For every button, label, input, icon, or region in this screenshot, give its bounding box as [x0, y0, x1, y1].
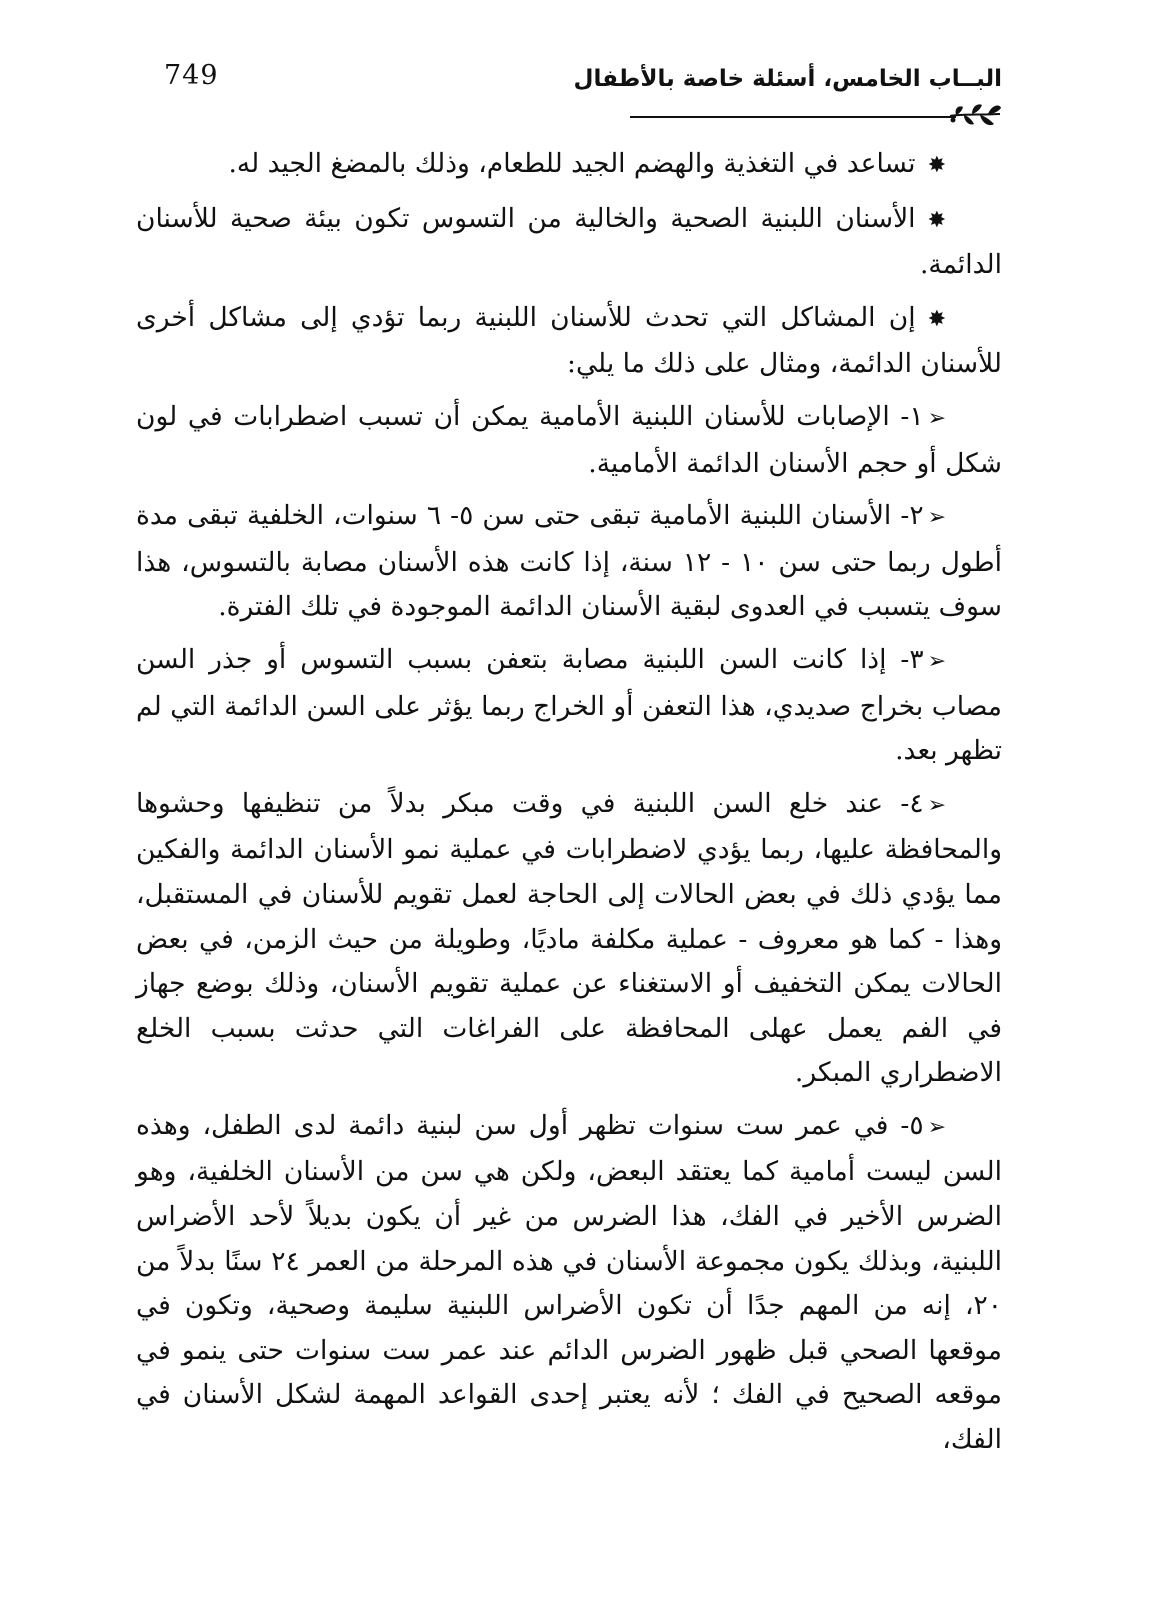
- numbered-item: ➢٤- عند خلع السن اللبنية في وقت مبكر بدلاً من تنظيفها وحشوها والمحافظة عليها، ربما يؤدي لاضطرابات في عملية نمو الأسنان الدائمة والفكين مما يؤدي ذلك في بعض الحالات إلى الحاجة لعمل تقويم للأسنان في المستقبل، وهذا - كما هو معروف - عملية مكلفة ماديًا، وطويلة من حيث الزمن، في بعض الحالات يمكن التخفيف أو الاستغناء عن عملية تقويم الأسنان، وذلك بوضع جهاز في الفم يعمل عهلى المحافظة على الفراغات التي حدثت بسبب الخلع الاضطراري المبكر.: [136, 782, 1002, 1096]
- star-bullet-icon: ✸: [927, 207, 946, 233]
- numbered-item: ➢١- الإصابات للأسنان اللبنية الأمامية يمكن أن تسبب اضطرابات في لون شكل أو حجم الأسنان الدائمة الأمامية.: [136, 395, 1002, 486]
- star-bullet-icon: ✸: [927, 306, 946, 332]
- leaf-branch-icon: [948, 102, 1002, 128]
- paragraph: ✸إن المشاكل التي تحدث للأسنان اللبنية ربما تؤدي إلى مشاكل أخرى للأسنان الدائمة، ومثال على ذلك ما يلي:: [136, 296, 1002, 387]
- body-text: [136, 142, 1002, 1471]
- running-head: البــاب الخامس، أسئلة خاصة بالأطفال: [573, 66, 1002, 92]
- arrow-bullet-icon: ➢: [927, 792, 946, 818]
- numbered-item: ➢٢- الأسنان اللبنية الأمامية تبقى حتى سن ٥- ٦ سنوات، الخلفية تبقى مدة أطول ربما حتى سن ١٠ - ١٢ سنة، إذا كانت هذه الأسنان مصابة بالتسوس، هذا سوف يتسبب في العدوى لبقية الأسنان الدائمة الموجودة في تلك الفترة.: [136, 494, 1002, 630]
- arrow-bullet-icon: ➢: [927, 505, 946, 531]
- star-bullet-icon: ✸: [927, 153, 946, 178]
- paragraph: ✸الأسنان اللبنية الصحية والخالية من التسوس تكون بيئة صحية للأسنان الدائمة.: [136, 197, 1002, 288]
- page-number: 749: [164, 60, 219, 91]
- paragraph: ✸تساعد في التغذية والهضم الجيد للطعام، وذلك بالمضغ الجيد له.: [136, 142, 1002, 189]
- header-rule: [630, 116, 956, 118]
- arrow-bullet-icon: ➢: [927, 648, 946, 674]
- page-header: [150, 58, 1002, 122]
- numbered-item: ➢٣- إذا كانت السن اللبنية مصابة بتعفن بسبب التسوس أو جذر السن مصاب بخراج صديدي، هذا التعفن أو الخراج ربما يؤثر على السن الدائمة التي لم تظهر بعد.: [136, 638, 1002, 774]
- arrow-bullet-icon: ➢: [927, 1114, 946, 1140]
- arrow-bullet-icon: ➢: [927, 405, 946, 431]
- numbered-item: ➢٥- في عمر ست سنوات تظهر أول سن لبنية دائمة لدى الطفل، وهذه السن ليست أمامية كما يعتقد البعض، ولكن هي سن من الأسنان الخلفية، وهو الضرس الأخير في الفك، هذا الضرس من غير أن يكون بديلاً لأحد الأضراس اللبنية، وبذلك يكون مجموعة الأسنان في هذه المرحلة من العمر ٢٤ سنًا بدلاً من ٢٠، إنه من المهم جدًا أن تكون الأضراس اللبنية سليمة وصحية، وتكون في موقعها الصحي قبل ظهور الضرس الدائم عند عمر ست سنوات حتى ينمو في موقعه الصحيح في الفك ؛ لأنه يعتبر إحدى القواعد المهمة لشكل الأسنان في الفك،: [136, 1104, 1002, 1463]
